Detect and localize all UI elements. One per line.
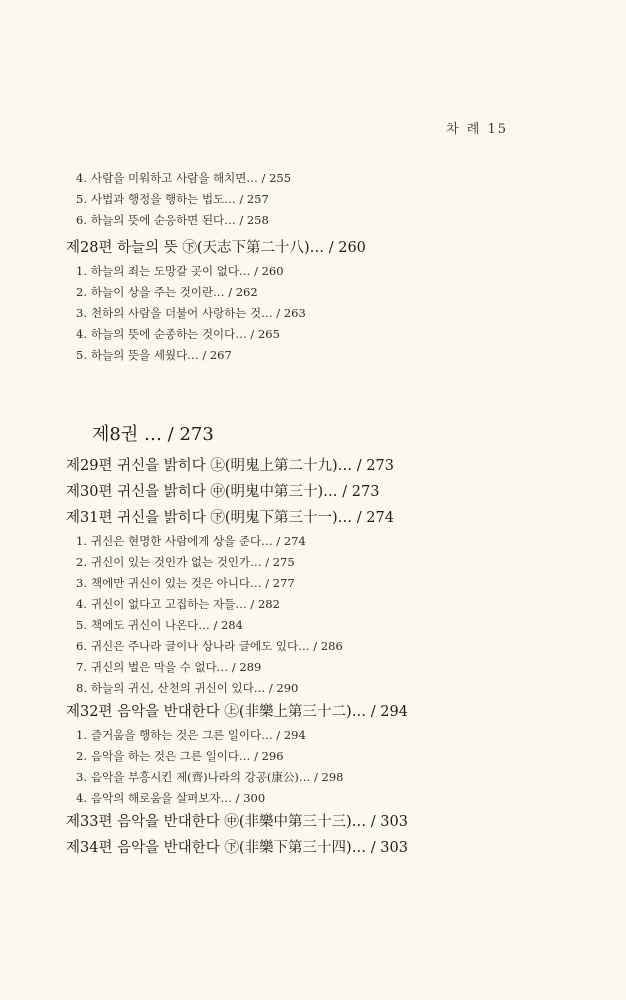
chapter-title: 제31편 귀신을 밝히다 ㊦(明鬼下第三十一)… / 274 [66, 510, 394, 526]
entry-text: 하늘의 뜻에 순종하는 것이다… / 265 [91, 327, 280, 341]
entry-text: 천하의 사람을 더불어 사랑하는 것… / 263 [91, 306, 306, 320]
entry-text: 책에만 귀신이 있는 것은 아니다… / 277 [91, 576, 295, 590]
toc-entry [66, 345, 566, 366]
chapter-title: 제32편 음악을 반대한다 ㊤(非樂上第三十二)… / 294 [66, 704, 408, 720]
entry-text: 사법과 행정을 행하는 법도… / 257 [91, 192, 269, 206]
entry-number: 6. [76, 639, 87, 653]
chapter-title: 제28편 하늘의 뜻 ㊦(天志下第二十八)… / 260 [66, 240, 366, 256]
toc-entry [66, 725, 566, 746]
entry-text: 하늘이 상을 주는 것이란… / 262 [91, 285, 258, 299]
entry-text: 즐거움을 행하는 것은 그른 일이다… / 294 [91, 728, 306, 742]
toc-entry [66, 282, 566, 303]
entry-number: 5. [76, 618, 87, 632]
toc-entry [66, 636, 566, 657]
chapter-title: 제30편 귀신을 밝히다 ㊥(明鬼中第三十)… / 273 [66, 484, 380, 500]
toc-entry [66, 657, 566, 678]
toc-entry [66, 573, 566, 594]
entry-text: 음악을 부흥시킨 제(齊)나라의 강공(康公)… / 298 [91, 770, 344, 784]
toc-continuation-list [66, 168, 566, 231]
toc-entry [66, 189, 566, 210]
running-head: 차 례 15 [446, 122, 508, 137]
entry-text: 귀신이 있는 것인가 없는 것인가… / 275 [91, 555, 295, 569]
entry-number: 4. [76, 171, 87, 185]
toc-entry [66, 788, 566, 809]
toc-entry [66, 168, 566, 189]
entry-number: 3. [76, 576, 87, 590]
toc-entry [66, 767, 566, 788]
entry-number: 3. [76, 306, 87, 320]
toc-entry [66, 678, 566, 699]
entry-text: 하늘의 귀신, 산천의 귀신이 있다… / 290 [91, 681, 299, 695]
entry-text: 귀신은 주나라 글이나 상나라 글에도 있다… / 286 [91, 639, 343, 653]
entry-number: 3. [76, 770, 87, 784]
entry-number: 1. [76, 534, 87, 548]
entry-text: 귀신이 없다고 고집하는 자들… / 282 [91, 597, 280, 611]
entry-number: 6. [76, 213, 87, 227]
entry-text: 책에도 귀신이 나온다… / 284 [91, 618, 243, 632]
entry-text: 하늘의 뜻을 세웠다… / 267 [91, 348, 232, 362]
toc-entry [66, 324, 566, 345]
entry-number: 1. [76, 728, 87, 742]
toc-entry [66, 210, 566, 231]
toc-entry [66, 261, 566, 282]
toc-entry [66, 594, 566, 615]
entry-number: 4. [76, 791, 87, 805]
entry-text: 음악을 하는 것은 그른 일이다… / 296 [91, 749, 284, 763]
chapter-title: 제34편 음악을 반대한다 ㊦(非樂下第三十四)… / 303 [66, 840, 408, 856]
chapter-title: 제29편 귀신을 밝히다 ㊤(明鬼上第二十九)… / 273 [66, 458, 394, 474]
toc-entry [66, 303, 566, 324]
toc-entry [66, 615, 566, 636]
entry-number: 1. [76, 264, 87, 278]
entry-number: 2. [76, 555, 87, 569]
entry-text: 사람을 미워하고 사람을 해치면… / 255 [91, 171, 292, 185]
entry-number: 5. [76, 192, 87, 206]
entry-text: 음악의 해로움을 살펴보자… / 300 [91, 791, 266, 805]
entry-text: 귀신은 현명한 사람에게 상을 준다… / 274 [91, 534, 306, 548]
entry-text: 귀신의 벌은 막을 수 없다… / 289 [91, 660, 262, 674]
chapter-title: 제33편 음악을 반대한다 ㊥(非樂中第三十三)… / 303 [66, 814, 408, 830]
entry-number: 2. [76, 749, 87, 763]
volume-heading: 제8권 … / 273 [92, 424, 214, 445]
entry-number: 5. [76, 348, 87, 362]
volume-8-chapters [66, 453, 566, 861]
entry-number: 8. [76, 681, 87, 695]
toc-entry [66, 746, 566, 767]
toc-entry [66, 552, 566, 573]
entry-text: 하늘의 죄는 도망갈 곳이 없다… / 260 [91, 264, 284, 278]
entry-number: 2. [76, 285, 87, 299]
entry-number: 4. [76, 597, 87, 611]
entry-number: 7. [76, 660, 87, 674]
entry-number: 4. [76, 327, 87, 341]
entry-text: 하늘의 뜻에 순응하면 된다… / 258 [91, 213, 269, 227]
chapter-28-section [66, 235, 566, 366]
toc-entry [66, 531, 566, 552]
